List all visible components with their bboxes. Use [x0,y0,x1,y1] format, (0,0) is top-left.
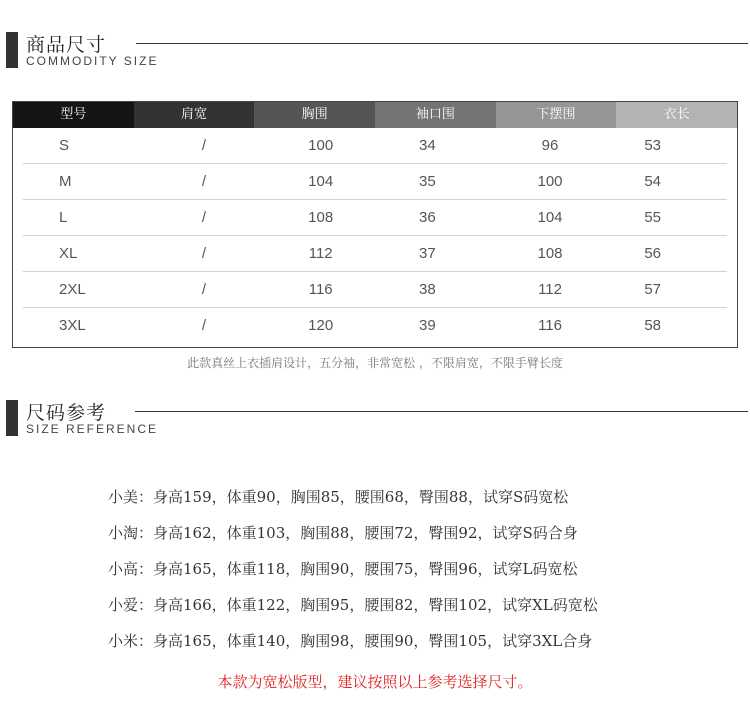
table-row [23,128,727,164]
table-row [23,308,727,344]
table-row [23,200,727,236]
header-length: 衣长 [616,102,737,128]
cell-chest: 108 [308,209,334,226]
size-reference-list [108,482,728,662]
size-table [12,101,738,348]
cell-length: 54 [644,173,662,190]
cell-hem: 112 [538,281,562,298]
cell-chest: 116 [308,281,333,298]
header-chest: 胸围 [254,102,375,128]
section-title-cn: 尺码参考 [26,402,107,424]
cell-size: 3XL [59,317,86,334]
table-row [23,272,727,308]
cell-size: 2XL [59,281,86,298]
section-marker-bar [6,400,18,436]
cell-shoulder: / [201,245,207,262]
cell-shoulder: / [201,281,207,298]
cell-length: 57 [644,281,662,298]
cell-size: S [59,137,70,154]
header-model: 型号 [13,102,134,128]
header-hem: 下摆围 [496,102,617,128]
section-title-en: SIZE REFERENCE [26,422,159,436]
list-item: 小高：身高165，体重118，胸围90，腰围75，臀围96，试穿L码宽松 [108,560,578,578]
section-header-commodity-size [0,32,750,72]
table-row [23,164,727,200]
list-item: 小淘：身高162，体重103，胸围88，腰围72，臀围92，试穿S码合身 [108,524,578,542]
section-divider [136,43,748,44]
section-header-size-reference [0,400,750,440]
cell-hem: 100 [537,173,563,190]
list-item: 小爱：身高166，体重122，胸围95，腰围82，臀围102，试穿XL码宽松 [108,596,598,614]
cell-length: 55 [644,209,662,226]
cell-hem: 104 [537,209,563,226]
list-item: 小美：身高159，体重90，胸围85，腰围68，臀围88，试穿S码宽松 [108,488,569,506]
cell-length: 58 [644,317,662,334]
cell-cuff: 35 [419,173,436,190]
fit-advice-note: 本款为宽松版型，建议按照以上参考选择尺寸。 [217,673,533,691]
cell-size: M [59,173,72,190]
cell-hem: 116 [538,317,562,334]
table-note: 此款真丝上衣插肩设计，五分袖，非常宽松 ，不限肩宽，不限手臂长度 [187,356,563,370]
cell-shoulder: / [201,317,207,334]
table-header-row [13,102,737,128]
cell-shoulder: / [201,173,207,190]
cell-size: XL [59,245,78,262]
cell-chest: 100 [308,137,334,154]
cell-size: L [59,209,68,226]
cell-length: 56 [644,245,662,262]
list-item: 小米：身高165，体重140，胸围98，腰围90，臀围105，试穿3XL合身 [108,632,593,650]
header-shoulder: 肩宽 [134,102,255,128]
cell-cuff: 37 [419,245,436,262]
cell-shoulder: / [201,137,207,154]
cell-hem: 96 [541,137,559,154]
header-cuff: 袖口围 [375,102,496,128]
cell-hem: 108 [537,245,563,262]
cell-shoulder: / [201,209,207,226]
cell-length: 53 [644,137,662,154]
section-marker-bar [6,32,18,68]
cell-cuff: 39 [419,317,436,334]
table-row [23,236,727,272]
cell-chest: 104 [308,173,334,190]
cell-cuff: 38 [419,281,436,298]
section-title-cn: 商品尺寸 [26,34,107,56]
cell-chest: 112 [308,245,333,262]
cell-cuff: 36 [419,209,436,226]
cell-chest: 120 [308,317,334,334]
section-title-en: COMMODITY SIZE [26,54,159,68]
cell-cuff: 34 [419,137,436,154]
section-divider [135,411,748,412]
